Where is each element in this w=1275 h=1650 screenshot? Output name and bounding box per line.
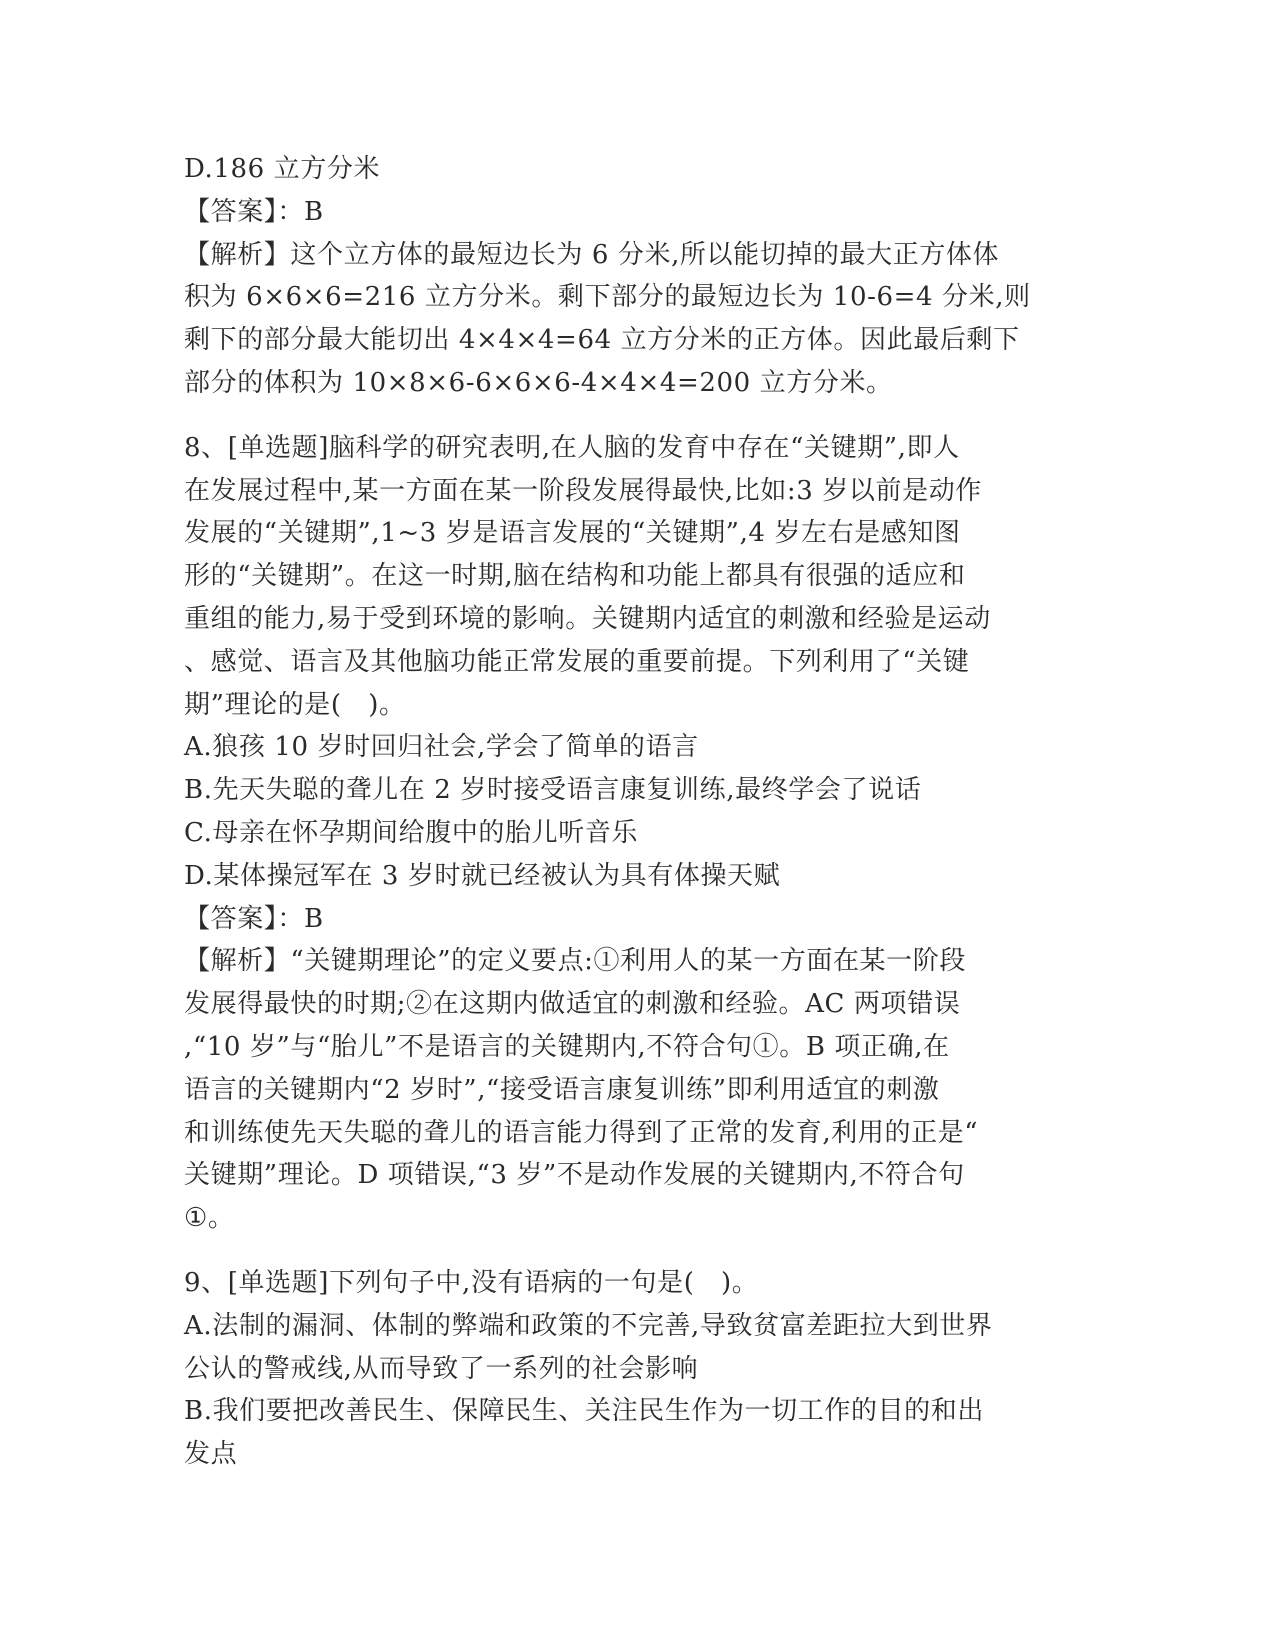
q8-explanation-line-5: 和训练使先天失聪的聋儿的语言能力得到了正常的发育,利用的正是“: [184, 1117, 979, 1148]
q8-option-a: A.狼孩 10 岁时回归社会,学会了简单的语言: [184, 732, 699, 763]
q8-stem-line-2: 在发展过程中,某一方面在某一阶段发展得最快,比如:3 岁以前是动作: [184, 475, 982, 506]
q8-explanation-line-3: ,“10 岁”与“胎儿”不是语言的关键期内,不符合句①。B 项正确,在: [184, 1031, 950, 1062]
q7-explanation-line-4: 部分的体积为 10×8×6-6×6×6-4×4×4=200 立方分米。: [184, 367, 893, 398]
q9-stem: 9、[单选题]下列句子中,没有语病的一句是( )。: [184, 1267, 759, 1298]
document-page: [184, 148, 1084, 1476]
q8-stem-line-1: 8、[单选题]脑科学的研究表明,在人脑的发育中存在“关键期”,即人: [184, 432, 960, 463]
q9-option-b-line-2: 发点: [184, 1439, 238, 1470]
q7-answer: 【答案】：B: [184, 196, 324, 227]
q8-stem-line-4: 形的“关键期”。在这一时期,脑在结构和功能上都具有很强的适应和: [184, 561, 966, 592]
q9-option-b-line-1: B.我们要把改善民生、保障民生、关注民生作为一切工作的目的和出: [184, 1396, 984, 1427]
q7-explanation-line-1: 【解析】这个立方体的最短边长为 6 分米,所以能切掉的最大正方体体: [184, 239, 1000, 270]
q8-option-c: C.母亲在怀孕期间给腹中的胎儿听音乐: [184, 817, 639, 848]
q7-option-d: D.186 立方分米: [184, 154, 381, 184]
q8-stem-line-5: 重组的能力,易于受到环境的影响。关键期内适宜的刺激和经验是运动: [184, 603, 991, 634]
q8-block: [184, 427, 1084, 1240]
section-gap: [184, 405, 1084, 427]
q7-explanation-line-2: 积为 6×6×6=216 立方分米。剩下部分的最短边长为 10-6=4 分米,则: [184, 282, 1031, 313]
q7-explanation-line-3: 剩下的部分最大能切出 4×4×4=64 立方分米的正方体。因此最后剩下: [184, 325, 1020, 356]
section-gap: [184, 1240, 1084, 1262]
q8-explanation-line-2: 发展得最快的时期;②在这期内做适宜的刺激和经验。AC 两项错误: [184, 989, 961, 1020]
q8-stem-line-3: 发展的“关键期”,1~3 岁是语言发展的“关键期”,4 岁左右是感知图: [184, 518, 961, 549]
q7-tail-block: [184, 148, 1084, 405]
q8-explanation-line-6: 关键期”理论。D 项错误,“3 岁”不是动作发展的关键期内,不符合句: [184, 1160, 965, 1191]
q8-explanation-line-4: 语言的关键期内“2 岁时”,“接受语言康复训练”即利用适宜的刺激: [184, 1074, 940, 1105]
q8-stem-line-7: 期”理论的是( )。: [184, 689, 406, 720]
q8-answer: 【答案】：B: [184, 903, 324, 934]
q8-option-b: B.先天失聪的聋儿在 2 岁时接受语言康复训练,最终学会了说话: [184, 775, 922, 806]
q8-explanation-line-1: 【解析】“关键期理论”的定义要点:①利用人的某一方面在某一阶段: [184, 946, 966, 977]
q8-option-d: D.某体操冠军在 3 岁时就已经被认为具有体操天赋: [184, 860, 781, 891]
q9-option-a-line-2: 公认的警戒线,从而导致了一系列的社会影响: [184, 1353, 699, 1384]
q9-block: [184, 1262, 1084, 1476]
q8-explanation-line-7: ①。: [184, 1203, 235, 1234]
q9-option-a-line-1: A.法制的漏洞、体制的弊端和政策的不完善,导致贫富差距拉大到世界: [184, 1310, 993, 1341]
q8-stem-line-6: 、感觉、语言及其他脑功能正常发展的重要前提。下列利用了“关键: [184, 646, 970, 677]
